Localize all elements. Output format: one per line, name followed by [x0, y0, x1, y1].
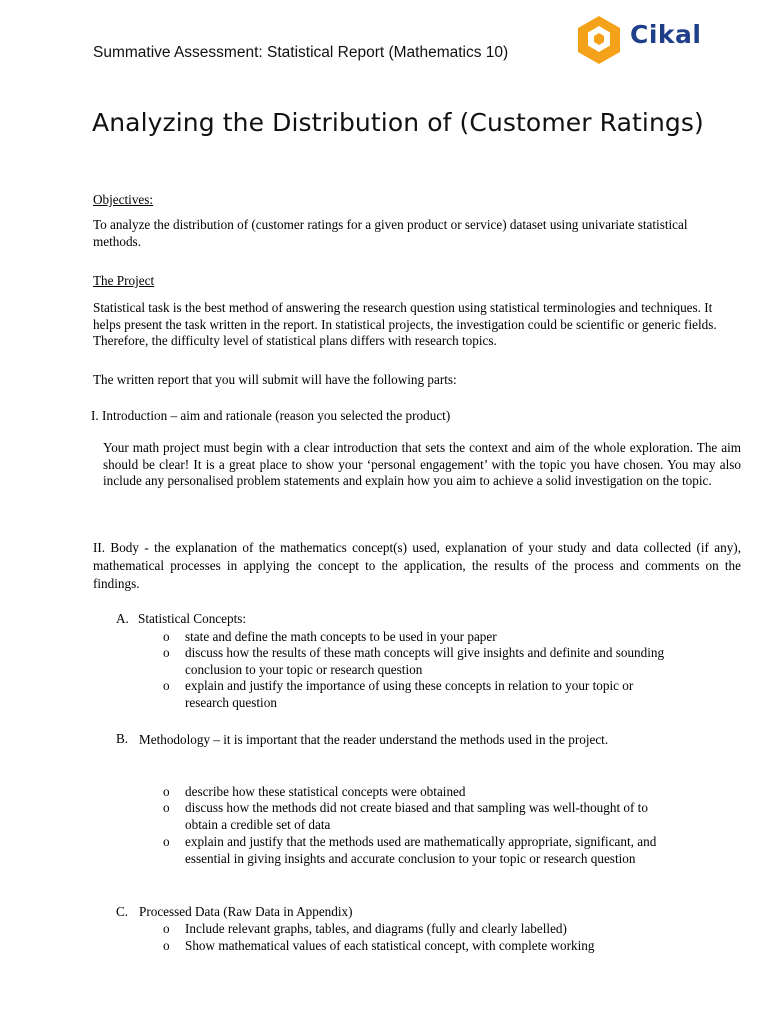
bullet-text: Show mathematical values of each statistical concept, with complete working: [185, 938, 595, 953]
bullet-text: discuss how the results of these math concepts will give insights and definite and sounding conclusion to your topic or research question: [185, 645, 665, 677]
page-title: Analyzing the Distribution of (Customer Ratings): [92, 108, 704, 137]
bullet-text: explain and justify the importance of using these concepts in relation to your topic or research question: [185, 678, 634, 710]
section-body-heading: II. Body - the explanation of the mathematics concept(s) used, explanation of your study and data collected (if any), mathematical processes in applying the concept to the application, the results of the process and comments on the findings.: [93, 540, 741, 591]
logo-wordmark: Cikal: [630, 20, 702, 49]
bullet-circle-icon: o: [163, 938, 170, 953]
bullet-text: describe how these statistical concepts were obtained: [185, 784, 466, 799]
bullet-circle-icon: o: [163, 800, 170, 815]
sub-c-title: Processed Data (Raw Data in Appendix): [139, 904, 353, 919]
sub-b-title: Methodology – it is important that the reader understand the methods used in the project.: [139, 732, 609, 747]
bullet-circle-icon: o: [163, 834, 170, 849]
sub-a-letter: A.: [116, 611, 129, 626]
bullet-text: discuss how the methods did not create biased and that sampling was well-thought of to obtain a credible set of data: [185, 800, 648, 832]
cikal-logo-icon: [574, 14, 624, 64]
project-heading: The Project: [93, 273, 155, 288]
bullet-text: explain and justify that the methods used are mathematically appropriate, significant, and essential in giving insights and accurate conclusion to your topic or research question: [185, 834, 657, 866]
sub-b-letter: B.: [116, 731, 129, 746]
section-introduction-text: Your math project must begin with a clear introduction that sets the context and aim of the whole exploration. The aim should be clear! It is a great place to show your ‘personal engagement’ with the topic you have chosen. You may also include any personalised problem statements and explain how you aim to achieve a solid investigation on the topic.: [103, 440, 741, 489]
bullet-text: state and define the math concepts to be used in your paper: [185, 629, 497, 644]
objectives-text: To analyze the distribution of (customer ratings for a given product or service) dataset using univariate statistical methods.: [93, 217, 688, 249]
bullet-circle-icon: o: [163, 784, 170, 799]
assessment-header: Summative Assessment: Statistical Report (Mathematics 10): [93, 44, 509, 61]
sub-a-title: Statistical Concepts:: [138, 611, 247, 626]
bullet-circle-icon: o: [163, 921, 170, 936]
bullet-circle-icon: o: [163, 645, 170, 660]
bullet-text: Include relevant graphs, tables, and diagrams (fully and clearly labelled): [185, 921, 567, 936]
bullet-circle-icon: o: [163, 678, 170, 693]
bullet-circle-icon: o: [163, 629, 170, 644]
project-text: Statistical task is the best method of answering the research question using statistical terminologies and techniques. It helps present the task written in the report. In statistical projects, the investigation could be scientific or generic fields. Therefore, the difficulty level of statistical plans differs with research topics.: [93, 300, 717, 349]
sub-c-letter: C.: [116, 904, 129, 919]
parts-intro: The written report that you will submit will have the following parts:: [93, 372, 457, 387]
section-introduction-heading: I. Introduction – aim and rationale (reason you selected the product): [91, 408, 451, 423]
objectives-heading: Objectives:: [93, 192, 154, 207]
cikal-logo: [574, 14, 714, 64]
